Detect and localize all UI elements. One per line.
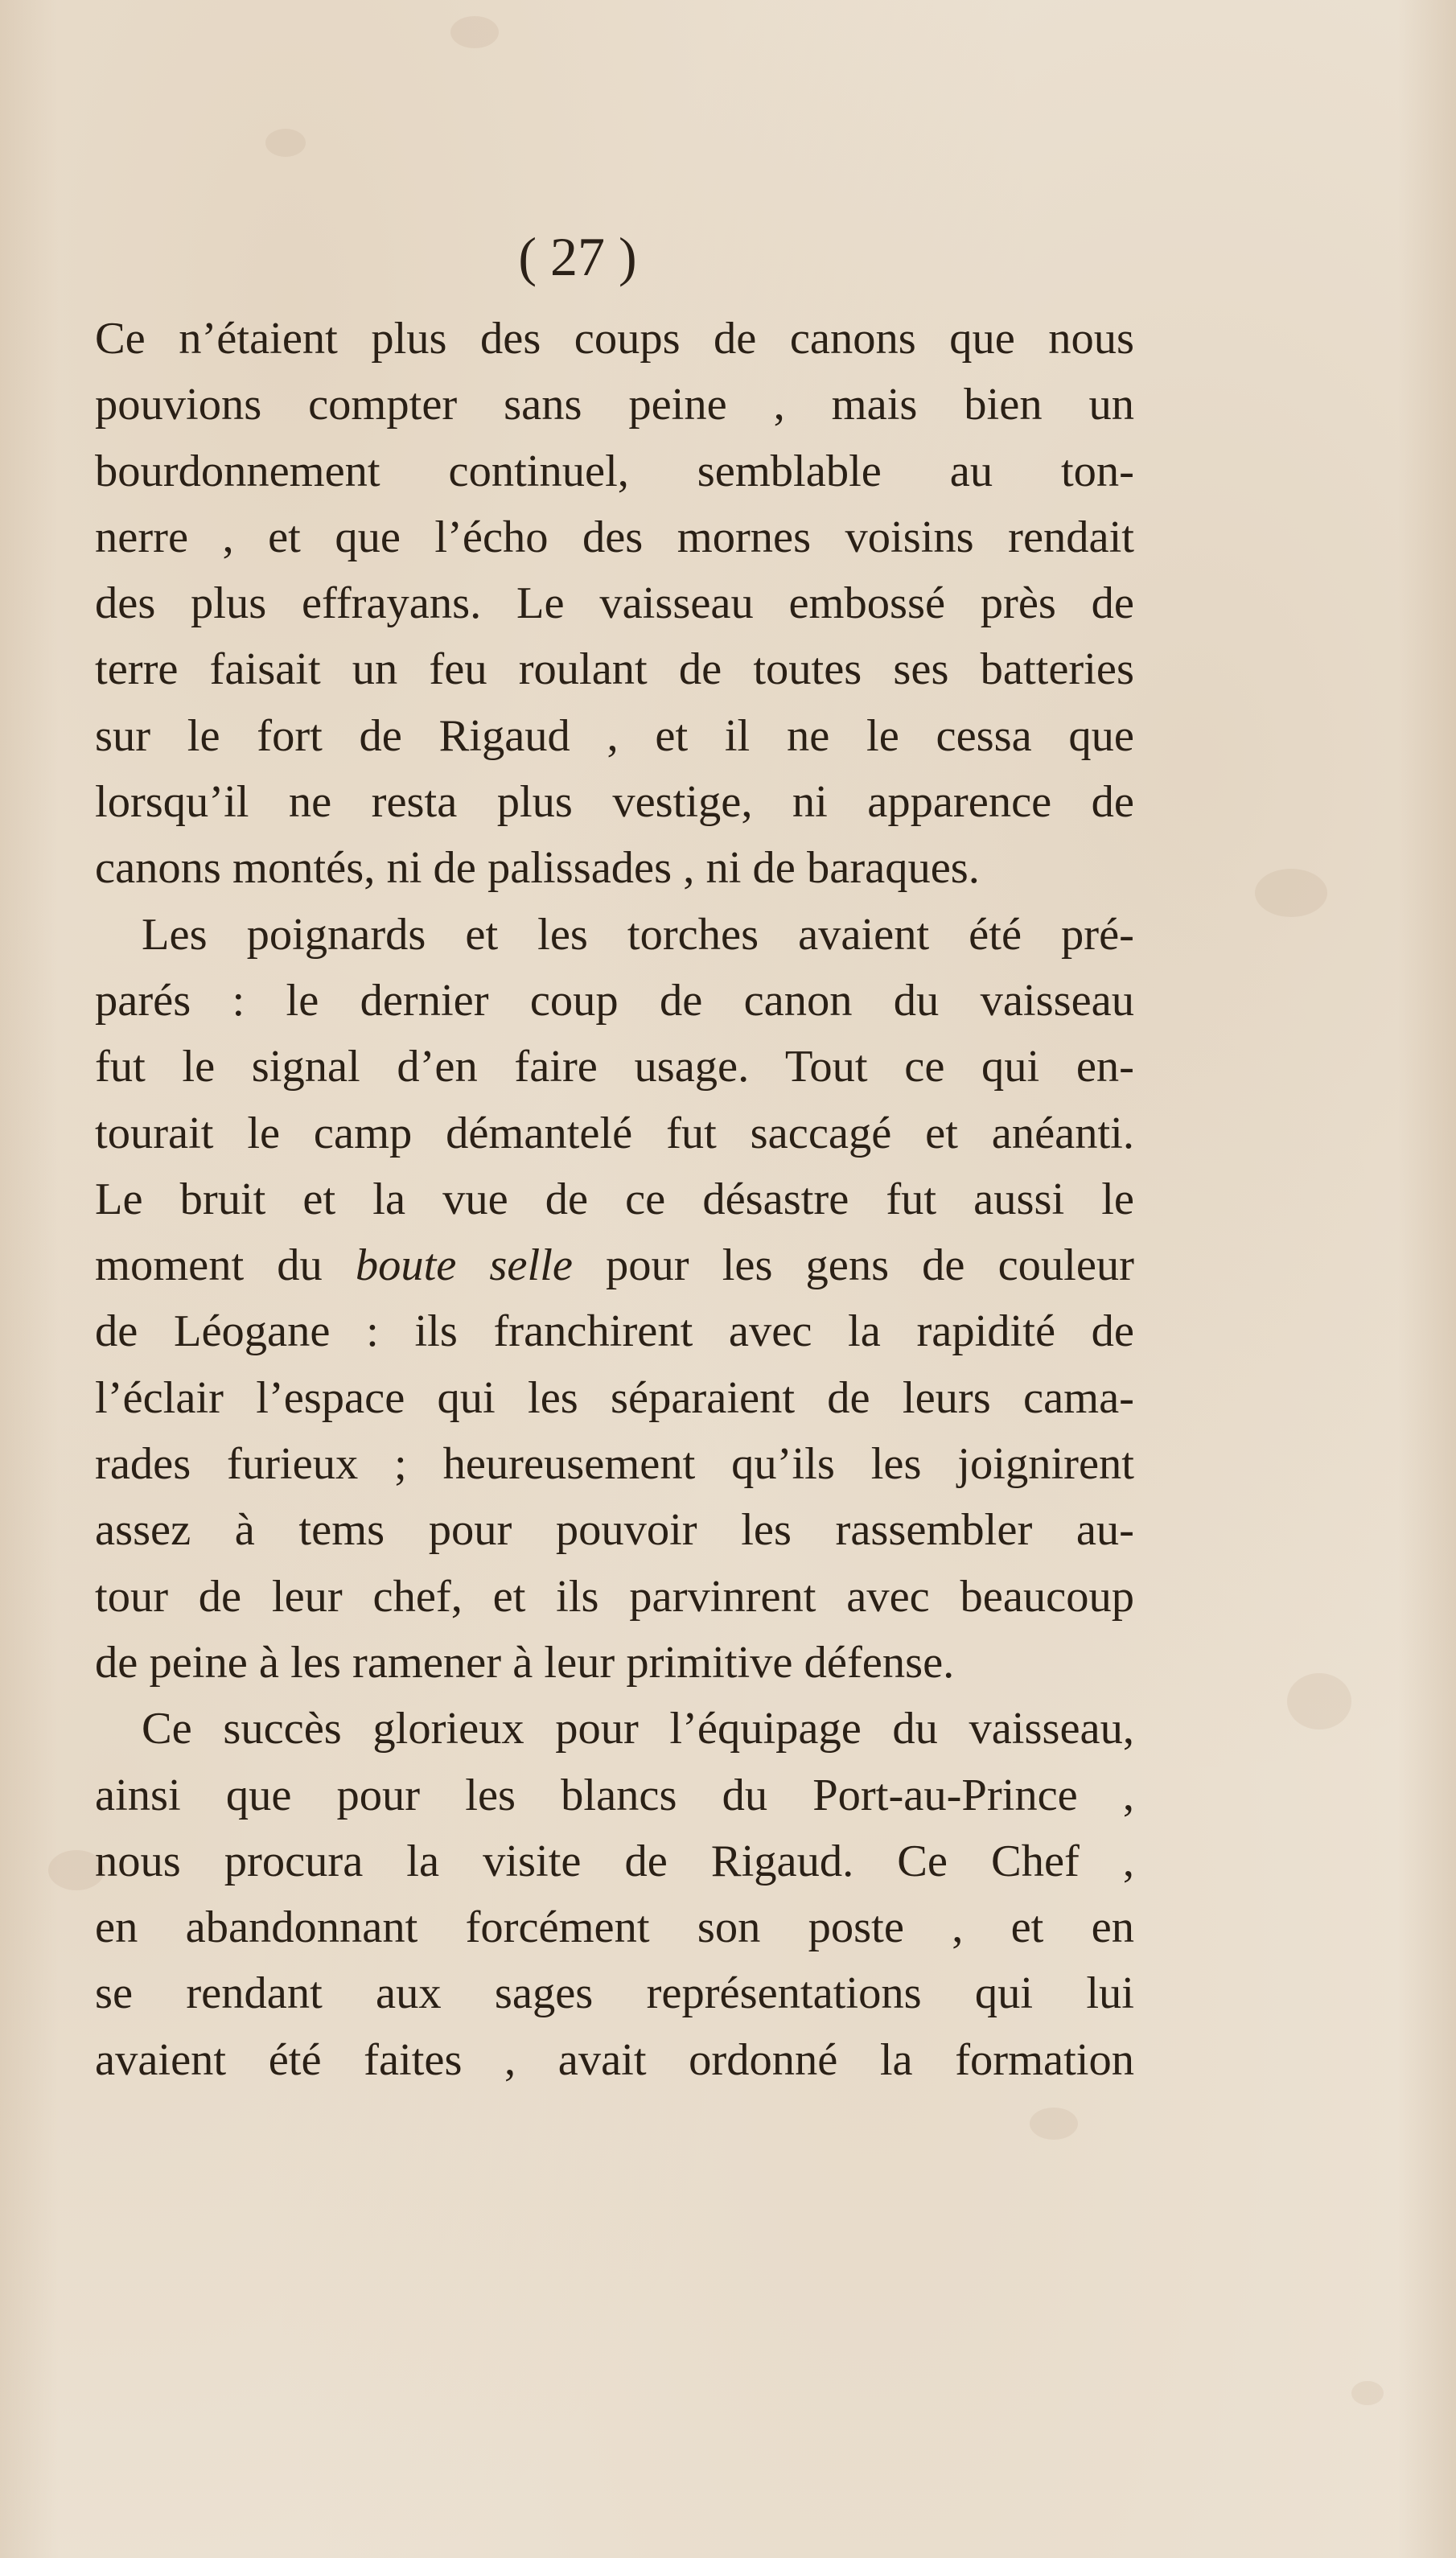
text-line: tour de leur chef, et ils parvinrent avec beaucoup bbox=[95, 1571, 1134, 1622]
text-line: tourait le camp démantelé fut saccagé et anéanti. bbox=[95, 1108, 1134, 1158]
text-line: avaient été faites , avait ordonné la formation bbox=[95, 2034, 1134, 2085]
text-line: bourdonnement continuel, semblable au ton- bbox=[95, 446, 1134, 496]
text-line: nerre , et que l’écho des mornes voisins rendait bbox=[95, 512, 1134, 562]
text-line: des plus effrayans. Le vaisseau embossé près de bbox=[95, 578, 1134, 629]
text-line: Ce n’étaient plus des coups de canons que nous bbox=[95, 314, 1134, 364]
text-line: fut le signal d’en faire usage. Tout ce qui en- bbox=[95, 1042, 1134, 1092]
text-line: nous procura la visite de Rigaud. Ce Chef , bbox=[95, 1836, 1134, 1886]
text-segment: moment du bbox=[95, 1240, 356, 1291]
text-line: rades furieux ; heureusement qu’ils les joignirent bbox=[95, 1439, 1134, 1490]
text-line: ainsi que pour les blancs du Port-au-Prince , bbox=[95, 1770, 1134, 1820]
text-line: de peine à les ramener à leur primitive défense. bbox=[95, 1637, 955, 1688]
text-line: Les poignards et les torches avaient été pré- bbox=[142, 909, 1134, 960]
paper-stain bbox=[1030, 2108, 1078, 2140]
text-line: sur le fort de Rigaud , et il ne le cessa que bbox=[95, 710, 1134, 761]
paper-stain bbox=[265, 129, 306, 157]
paper-stain bbox=[1287, 1673, 1351, 1729]
text-line: se rendant aux sages représentations qui lui bbox=[95, 1968, 1134, 2019]
text-line: Le bruit et la vue de ce désastre fut aussi le bbox=[95, 1174, 1134, 1224]
text-line: de Léogane : ils franchirent avec la rapidité de bbox=[95, 1306, 1134, 1357]
paper-stain bbox=[450, 16, 499, 48]
text-line: assez à tems pour pouvoir les rassembler au- bbox=[95, 1505, 1134, 1556]
text-line: lorsqu’il ne resta plus vestige, ni apparence de bbox=[95, 777, 1134, 828]
paper-stain bbox=[1351, 2381, 1384, 2405]
text-line bbox=[95, 1232, 1134, 1298]
text-line: en abandonnant forcément son poste , et en bbox=[95, 1902, 1134, 1953]
body-text bbox=[95, 306, 1134, 2093]
text-segment: pour les gens de couleur bbox=[572, 1240, 1134, 1291]
text-line: canons montés, ni de palissades , ni de baraques. bbox=[95, 843, 980, 894]
page-number: ( 27 ) bbox=[518, 226, 637, 287]
text-line: Ce succès glorieux pour l’équipage du vaisseau, bbox=[142, 1704, 1134, 1754]
text-line: pouvions compter sans peine , mais bien un bbox=[95, 380, 1134, 430]
text-line: l’éclair l’espace qui les séparaient de leurs cama- bbox=[95, 1372, 1134, 1423]
paper-stain bbox=[1255, 869, 1327, 917]
text-line: terre faisait un feu roulant de toutes ses batteries bbox=[95, 644, 1134, 695]
italic-phrase: boute selle bbox=[355, 1240, 573, 1291]
text-line: parés : le dernier coup de canon du vaisseau bbox=[95, 975, 1134, 1026]
